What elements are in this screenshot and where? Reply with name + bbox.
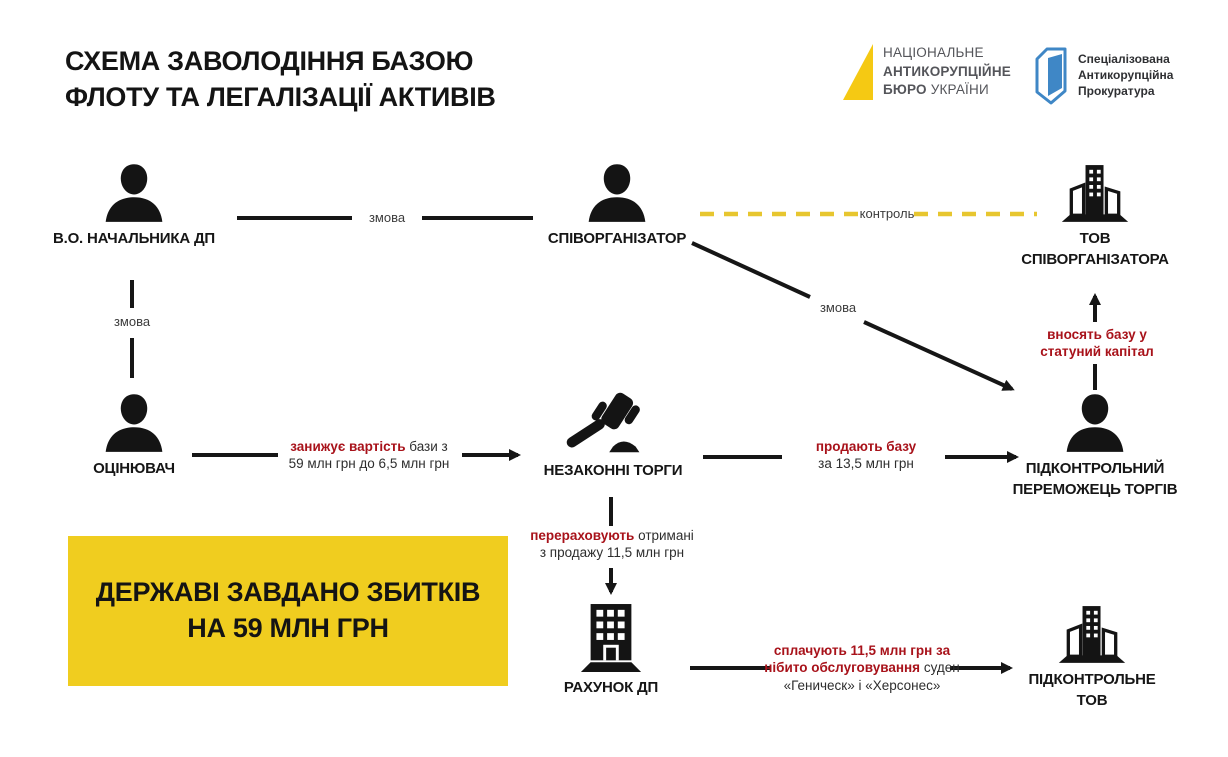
edge-pay-line2-black: суден <box>920 660 960 676</box>
node-tov-coorganizer <box>980 162 1210 270</box>
node-tov-coorganizer-label2: СПІВОРГАНІЗАТОРА <box>1021 250 1169 268</box>
edge-zmova-diagonal-label: змова <box>819 300 857 315</box>
damage-box <box>68 536 508 686</box>
edge-understate-line1 <box>289 438 450 455</box>
person-icon <box>1061 392 1129 455</box>
buildings-icon <box>1056 603 1128 666</box>
node-coorganizer <box>502 162 732 249</box>
node-controlled-tov-label1: ПІДКОНТРОЛЬНЕ <box>1028 671 1156 688</box>
damage-line1: ДЕРЖАВІ ЗАВДАНО ЗБИТКІВ <box>95 577 481 608</box>
node-controlled-winner <box>980 392 1210 500</box>
node-controlled-tov <box>977 603 1207 711</box>
edge-contribute-note <box>1040 326 1153 361</box>
node-controlled-winner-label1: ПІДКОНТРОЛЬНИЙ <box>1025 460 1165 477</box>
edge-sell-note <box>816 438 916 473</box>
node-account-dp-label: РАХУНОК ДП <box>563 679 659 696</box>
node-tov-coorganizer-label1: ТОВ <box>1079 230 1111 247</box>
node-coorganizer-label: СПІВОРГАНІЗАТОР <box>547 230 687 247</box>
node-controlled-tov-label2: ТОВ <box>1076 691 1108 709</box>
edge-transfer-note <box>530 527 694 562</box>
nabu-line3-bold: БЮРО <box>883 82 927 98</box>
node-illegal-auction <box>498 391 728 481</box>
node-illegal-auction-label: НЕЗАКОННІ ТОРГИ <box>543 462 683 479</box>
edge-control-label: контроль <box>859 206 915 221</box>
person-icon <box>100 162 168 225</box>
edge-zmova-left-label: змова <box>113 314 151 329</box>
edge-sell-line2: за 13,5 млн грн <box>818 456 914 472</box>
gavel-icon <box>565 391 661 457</box>
edge-contribute-line2: статуний капітал <box>1040 344 1154 360</box>
edge-pay-line2 <box>764 659 959 676</box>
edge-pay-line1: сплачують 11,5 млн грн за <box>773 643 951 658</box>
sap-line2: Антикорупційна <box>1078 68 1174 83</box>
node-head-dp-label: В.О. НАЧАЛЬНИКА ДП <box>52 230 216 247</box>
bank-building-icon <box>578 602 644 674</box>
node-account-dp <box>496 602 726 698</box>
edge-transfer-line2: з продажу 11,5 млн грн <box>539 545 685 561</box>
edge-understate-line2: 59 млн грн до 6,5 млн грн <box>288 456 450 472</box>
edge-zmova-top-label: змова <box>368 210 406 225</box>
nabu-line3-light: УКРАЇНИ <box>926 82 989 98</box>
page-title-line2: ФЛОТУ ТА ЛЕГАЛІЗАЦІЇ АКТИВІВ <box>65 81 496 112</box>
person-icon <box>583 162 651 225</box>
person-icon <box>100 392 168 455</box>
edge-understate-red: занижує вартість <box>290 439 406 454</box>
sap-line1: Спеціалізована <box>1078 52 1170 67</box>
sap-line3: Прокуратура <box>1078 83 1155 98</box>
nabu-line2: АНТИКОРУПЦІЙНЕ <box>883 63 1011 79</box>
page-title-line1: СХЕМА ЗАВОЛОДІННЯ БАЗОЮ <box>65 46 474 76</box>
edge-sell-line1: продають базу <box>815 439 917 454</box>
node-appraiser <box>19 392 249 479</box>
buildings-icon <box>1059 162 1131 225</box>
edge-pay-line3: «Геническ» і «Херсонес» <box>783 677 941 693</box>
edge-pay-note <box>764 642 959 694</box>
damage-line2: НА 59 МЛН ГРН <box>187 613 389 643</box>
edge-understate-note <box>289 438 450 473</box>
edge-transfer-black: отримані <box>634 528 694 543</box>
edge-contribute-line1: вносять базу у <box>1047 327 1147 342</box>
edge-understate-black: бази з <box>405 439 448 454</box>
node-head-dp <box>19 162 249 249</box>
node-controlled-winner-label2: ПЕРЕМОЖЕЦЬ ТОРГІВ <box>1012 480 1178 498</box>
node-appraiser-label: ОЦІНЮВАЧ <box>93 460 175 477</box>
edge-transfer-line1 <box>530 527 694 544</box>
edge-transfer-red: перераховують <box>530 528 635 543</box>
edge-pay-line2-red: нібито обслуговування <box>764 660 921 676</box>
nabu-line1: НАЦІОНАЛЬНЕ <box>883 45 984 61</box>
